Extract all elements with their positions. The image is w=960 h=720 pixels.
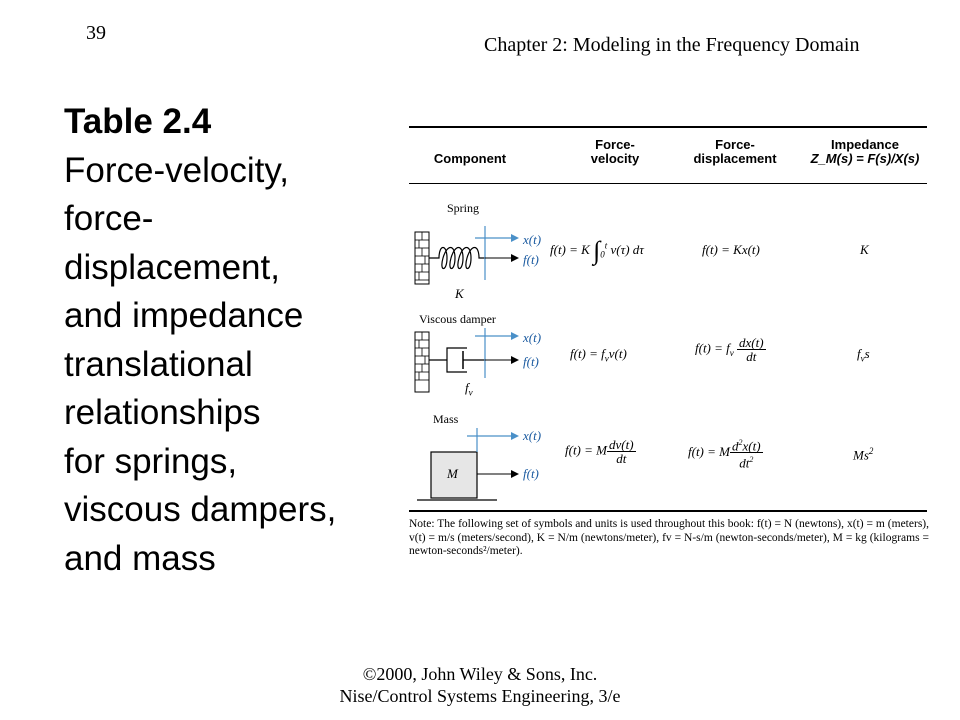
- title-line: Force-velocity,: [64, 150, 289, 190]
- spring-coil: [429, 248, 485, 269]
- header-impedance-l2: Z_M(s) = F(s)/X(s): [810, 151, 920, 166]
- spring-label: Spring: [447, 201, 480, 215]
- mass-force-displacement: f(t) = M $\frac{d^2x(t)}{dt^2}$: [688, 438, 761, 471]
- footer-copyright: ©2000, John Wiley & Sons, Inc.: [362, 664, 598, 684]
- spring-x-label: x(t): [523, 232, 542, 247]
- title-line: and mass: [64, 538, 216, 578]
- spring-force-displacement: f(t) = Kx(t): [702, 242, 760, 257]
- title-line: translational: [64, 344, 253, 384]
- damper-x-label: x(t): [523, 330, 542, 345]
- damper-wall: [415, 332, 429, 392]
- table-top-rule: [409, 126, 927, 128]
- header-impedance: [800, 138, 930, 166]
- title-line: and impedance: [64, 296, 304, 335]
- damper-fv-label: $f_v$: [465, 380, 473, 398]
- mass-f-label: f(t): [523, 466, 539, 481]
- mass-m-label: M: [447, 466, 458, 481]
- header-force-displacement: [680, 138, 790, 166]
- table-bottom-rule: [409, 510, 927, 512]
- page-number: 39: [86, 22, 106, 44]
- mass-impedance: Ms$^2$: [853, 446, 874, 463]
- mass-label: Mass: [433, 412, 459, 426]
- damper-force-displacement: $f(t) = f_v$ $\frac{dx(t)}{dt}$: [695, 335, 764, 364]
- header-force-velocity: [570, 138, 660, 166]
- header-force-displacement-l2: displacement: [693, 151, 777, 166]
- header-component: Component: [433, 151, 507, 166]
- title-line: viscous dampers,: [64, 490, 337, 529]
- table-note: Note: The following set of symbols and units is used throughout this book: f(t) = N (newtons), x(t) = m (meters), v(t) = m/s (meters/second), K = N/m (newtons/meter), fv = N-s/m (newton-seconds/meter), M = kg (kilograms = newton-seconds²/meter).: [409, 518, 929, 557]
- header-impedance-l1: Impedance: [831, 137, 899, 152]
- title-line: Table 2.4: [64, 102, 212, 141]
- chapter-title: Chapter 2: Modeling in the Frequency Domain: [484, 34, 860, 56]
- footer-book: Nise/Control Systems Engineering, 3/e: [339, 686, 621, 706]
- damper-f-label: f(t): [523, 354, 539, 369]
- damper-impedance: $f_vs$: [857, 346, 870, 364]
- title-line: relationships: [64, 393, 261, 432]
- slide-title: [64, 98, 404, 583]
- damper-label: Viscous damper: [419, 312, 496, 326]
- title-line: for springs,: [64, 441, 238, 481]
- spring-k-label: K: [455, 286, 464, 301]
- mass-x-label: x(t): [523, 428, 542, 443]
- spring-force-velocity: f(t) = K $\int_0^t$ v(τ) dτ: [550, 236, 644, 265]
- damper-force-velocity: $f(t) = f_vv(t)$: [570, 346, 627, 364]
- header-force-velocity-l2: velocity: [590, 151, 640, 166]
- impedance-table: [405, 126, 930, 576]
- header-force-velocity-l1: Force-: [595, 137, 635, 152]
- title-line: force-: [64, 199, 154, 238]
- footer: [0, 663, 960, 707]
- spring-impedance: K: [860, 242, 869, 257]
- spring-f-label: f(t): [523, 252, 539, 267]
- header-force-displacement-l1: Force-: [715, 137, 755, 152]
- header-rule: [409, 183, 927, 184]
- title-line: displacement,: [64, 247, 280, 287]
- mass-force-velocity: f(t) = M $\frac{dv(t)}{dt}$: [565, 437, 634, 466]
